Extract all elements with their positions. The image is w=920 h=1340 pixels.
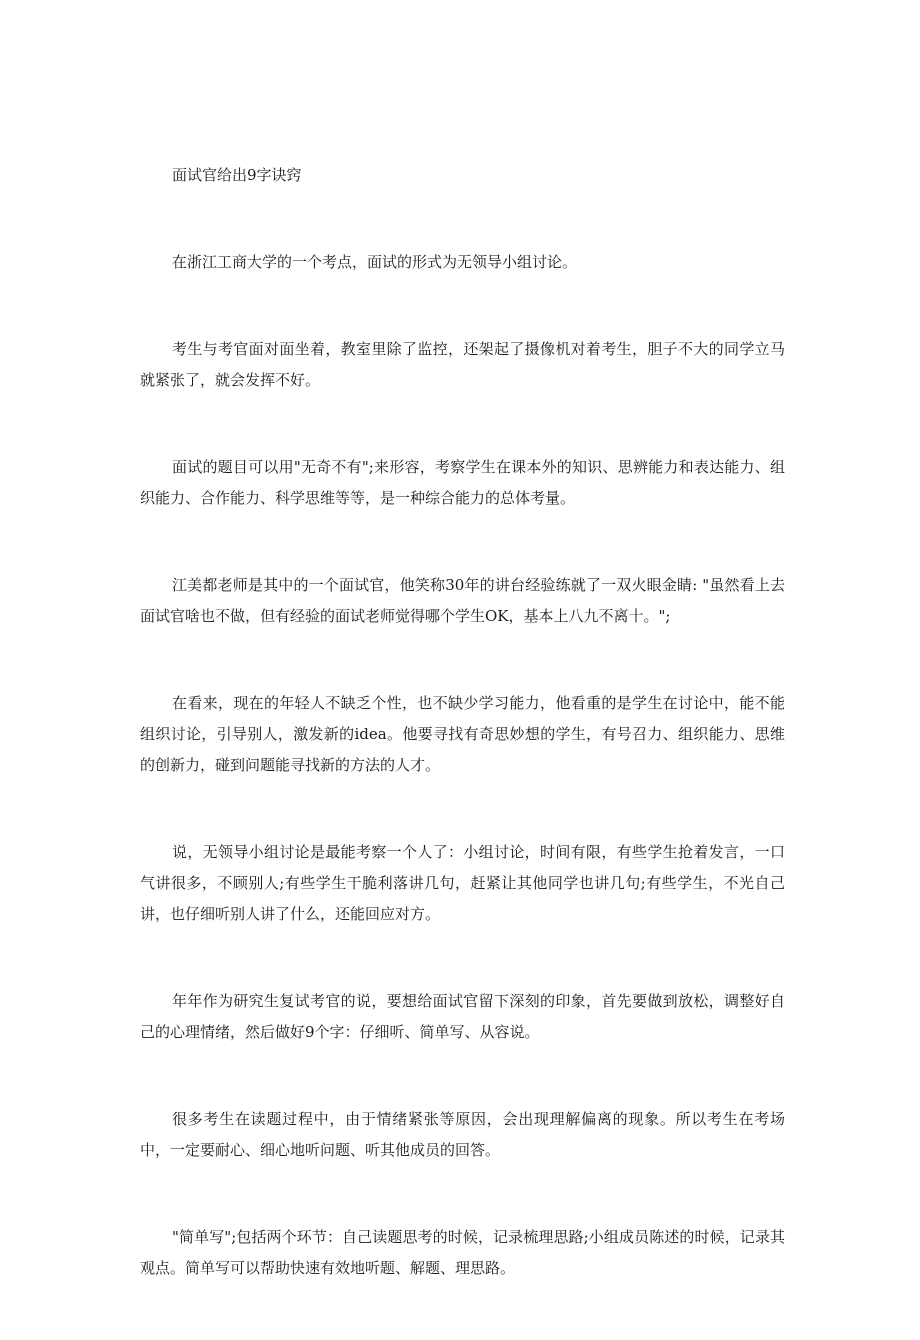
paragraph-9: "简单写";包括两个环节：自己读题思考的时候，记录梳理思路;小组成员陈述的时候，记录其观点。简单写可以帮助快速有效地听题、解题、理思路。 — [140, 1228, 785, 1277]
document-body — [140, 160, 785, 1340]
document-title: 面试官给出9字诀窍 — [172, 166, 302, 184]
paragraph-8: 很多考生在读题过程中，由于情绪紧张等原因，会出现理解偏离的现象。所以考生在考场中，一定要耐心、细心地听问题、听其他成员的回答。 — [140, 1110, 785, 1159]
paragraph-3: 面试的题目可以用"无奇不有";来形容，考察学生在课本外的知识、思辨能力和表达能力、组织能力、合作能力、科学思维等等，是一种综合能力的总体考量。 — [140, 458, 785, 507]
paragraph-7: 年年作为研究生复试考官的说，要想给面试官留下深刻的印象，首先要做到放松，调整好自己的心理情绪，然后做好9个字：仔细听、简单写、从容说。 — [140, 992, 785, 1041]
paragraph-6: 说，无领导小组讨论是最能考察一个人了：小组讨论，时间有限，有些学生抢着发言，一口气讲很多，不顾别人;有些学生干脆利落讲几句，赶紧让其他同学也讲几句;有些学生，不光自己讲，也仔细听别人讲了什么，还能回应对方。 — [140, 843, 785, 923]
paragraph-4: 江美都老师是其中的一个面试官，他笑称30年的讲台经验练就了一双火眼金睛: "虽然看上去面试官啥也不做，但有经验的面试老师觉得哪个学生OK，基本上八九不离十。"; — [140, 576, 785, 625]
paragraph-2: 考生与考官面对面坐着，教室里除了监控，还架起了摄像机对着考生，胆子不大的同学立马就紧张了，就会发挥不好。 — [140, 340, 785, 389]
paragraph-5: 在看来，现在的年轻人不缺乏个性，也不缺少学习能力，他看重的是学生在讨论中，能不能组织讨论，引导别人，激发新的idea。他要寻找有奇思妙想的学生，有号召力、组织能力、思维的创新力，碰到问题能寻找新的方法的人才。 — [140, 694, 785, 774]
paragraph-1: 在浙江工商大学的一个考点，面试的形式为无领导小组讨论。 — [172, 253, 578, 271]
